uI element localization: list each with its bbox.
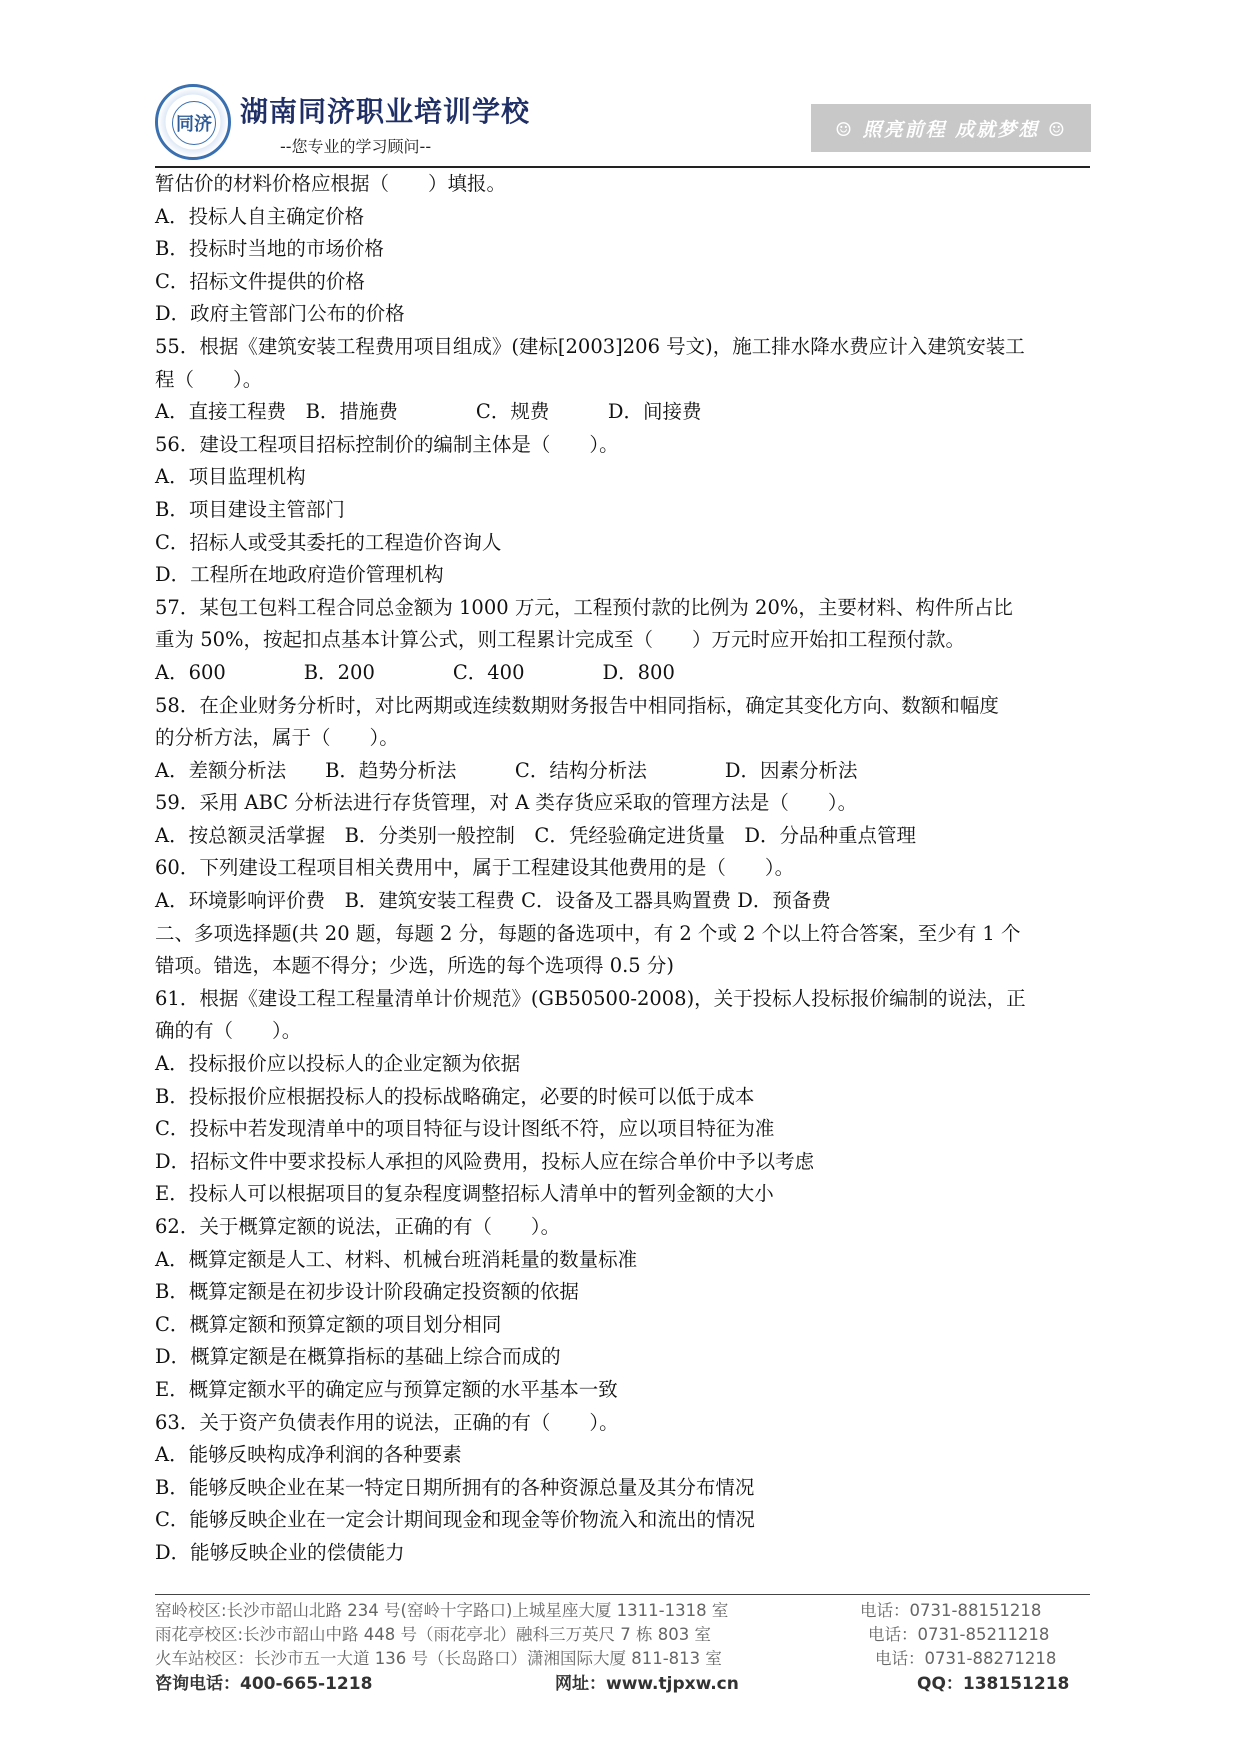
text-line: 暂估价的材料价格应根据（ ）填报。 — [155, 172, 507, 195]
qq-number: QQ：138151218 — [917, 1674, 1070, 1694]
exam-content — [155, 168, 1090, 1570]
text-line: C．招标人或受其委托的工程造价咨询人 — [155, 530, 502, 554]
campus-address: 火车站校区：长沙市五一大道 136 号（长岛路口）潇湘国际大厦 811-813 室 — [155, 1649, 722, 1668]
text-line: A．项目监理机构 — [155, 465, 306, 489]
motto-banner: ☺ 照亮前程 成就梦想 ☺ — [811, 104, 1091, 152]
text-line: 58．在企业财务分析时，对比两期或连续数期财务报告中相同指标，确定其变化方向、数额和幅度 — [155, 693, 999, 717]
website: 网址：www.tjpxw.cn — [555, 1674, 739, 1694]
text-line: 55．根据《建筑安装工程费用项目组成》(建标[2003]206 号文)，施工排水降水费应计入建筑安装工 — [155, 334, 1025, 358]
text-line: D．概算定额是在概算指标的基础上综合而成的 — [155, 1345, 561, 1369]
text-line: A．能够反映构成净利润的各种要素 — [155, 1443, 462, 1467]
text-line: 的分析方法，属于（ ）。 — [155, 726, 399, 750]
text-line: 62．关于概算定额的说法，正确的有（ ）。 — [155, 1215, 561, 1238]
school-name: 湖南同济职业培训学校 — [240, 95, 531, 128]
footer-row — [155, 1621, 1115, 1645]
text-line: D．能够反映企业的偿债能力 — [155, 1540, 405, 1564]
text-line: 63．关于资产负债表作用的说法，正确的有（ ）。 — [155, 1410, 619, 1434]
text-line: E．概算定额水平的确定应与预算定额的水平基本一致 — [155, 1377, 618, 1401]
text-line: A．投标报价应以投标人的企业定额为依据 — [155, 1052, 521, 1076]
campus-phone: 电话：0731-88271218 — [875, 1649, 1057, 1668]
text-line: 59．采用 ABC 分析法进行存货管理，对 A 类存货应采取的管理方法是（ ）。 — [155, 791, 858, 815]
campus-address: 雨花亭校区:长沙市韶山中路 448 号（雨花亭北）融科三万英尺 7 栋 803 室 — [155, 1625, 712, 1644]
text-line: 程（ ）。 — [155, 367, 263, 391]
campus-phone: 电话：0731-85211218 — [868, 1625, 1050, 1644]
text-line: 61．根据《建设工程工程量清单计价规范》(GB50500-2008)，关于投标人投标报价编制的说法，正 — [155, 986, 1026, 1010]
text-line: C．概算定额和预算定额的项目划分相同 — [155, 1312, 502, 1336]
footer-divider — [155, 1594, 1090, 1595]
text-line: A．差额分析法 B．趋势分析法 C．结构分析法 D．因素分析法 — [155, 758, 858, 782]
footer-row — [155, 1597, 1115, 1621]
consult-phone: 咨询电话：400-665-1218 — [155, 1674, 373, 1694]
text-line: A．直接工程费 B．措施费 C．规费 D．间接费 — [155, 400, 702, 424]
text-line: 60．下列建设工程项目相关费用中，属于工程建设其他费用的是（ ）。 — [155, 856, 795, 880]
text-line: D．工程所在地政府造价管理机构 — [155, 563, 444, 587]
text-line: 确的有（ ）。 — [155, 1019, 302, 1043]
page-footer — [155, 1597, 1115, 1693]
text-line: B．能够反映企业在某一特定日期所拥有的各种资源总量及其分布情况 — [155, 1475, 755, 1499]
footer-contact-row — [155, 1669, 1115, 1693]
text-line: E．投标人可以根据项目的复杂程度调整招标人清单中的暂列金额的大小 — [155, 1182, 774, 1206]
text-line: 重为 50%，按起扣点基本计算公式，则工程累计完成至（ ）万元时应开始扣工程预付款。 — [155, 628, 966, 652]
text-line: 二、多项选择题(共 20 题，每题 2 分，每题的备选项中，有 2 个或 2 个以上符合答案，至少有 1 个 — [155, 921, 1021, 945]
campus-phone: 电话：0731-88151218 — [860, 1601, 1042, 1620]
text-line: A．按总额灵活掌握 B．分类别一般控制 C．凭经验确定进货量 D．分品种重点管理 — [155, 823, 916, 847]
school-logo — [155, 84, 231, 160]
text-line: D．政府主管部门公布的价格 — [155, 302, 405, 326]
text-line: A．600 B．200 C．400 D．800 — [155, 660, 675, 684]
text-line: D．招标文件中要求投标人承担的风险费用，投标人应在综合单价中予以考虑 — [155, 1149, 815, 1173]
text-line: B．投标报价应根据投标人的投标战略确定，必要的时候可以低于成本 — [155, 1084, 755, 1108]
text-line: B．投标时当地的市场价格 — [155, 237, 384, 261]
text-line: 错项。错选，本题不得分；少选，所选的每个选项得 0.5 分) — [155, 954, 675, 978]
campus-address: 窑岭校区:长沙市韶山北路 234 号(窑岭十字路口)上城星座大厦 1311-1318 室 — [155, 1601, 729, 1620]
text-line: B．概算定额是在初步设计阶段确定投资额的依据 — [155, 1280, 579, 1304]
text-line: 56．建设工程项目招标控制价的编制主体是（ ）。 — [155, 432, 619, 456]
text-line: 57．某包工包料工程合同总金额为 1000 万元，工程预付款的比例为 20%，主要材料、构件所占比 — [155, 595, 1013, 619]
text-line: A．环境影响评价费 B．建筑安装工程费 C．设备及工器具购置费 D．预备费 — [155, 889, 831, 913]
text-line: C．招标文件提供的价格 — [155, 269, 365, 293]
text-line: C．投标中若发现清单中的项目特征与设计图纸不符，应以项目特征为准 — [155, 1117, 775, 1141]
logo-mark: 同济 — [172, 101, 216, 145]
page-header — [155, 84, 1090, 168]
text-line: A．概算定额是人工、材料、机械台班消耗量的数量标准 — [155, 1247, 638, 1271]
text-line: C．能够反映企业在一定会计期间现金和现金等价物流入和流出的情况 — [155, 1508, 755, 1532]
school-slogan: --您专业的学习顾问-- — [280, 137, 432, 156]
text-line: A．投标人自主确定价格 — [155, 204, 365, 228]
text-line: B．项目建设主管部门 — [155, 497, 345, 521]
footer-row — [155, 1645, 1115, 1669]
